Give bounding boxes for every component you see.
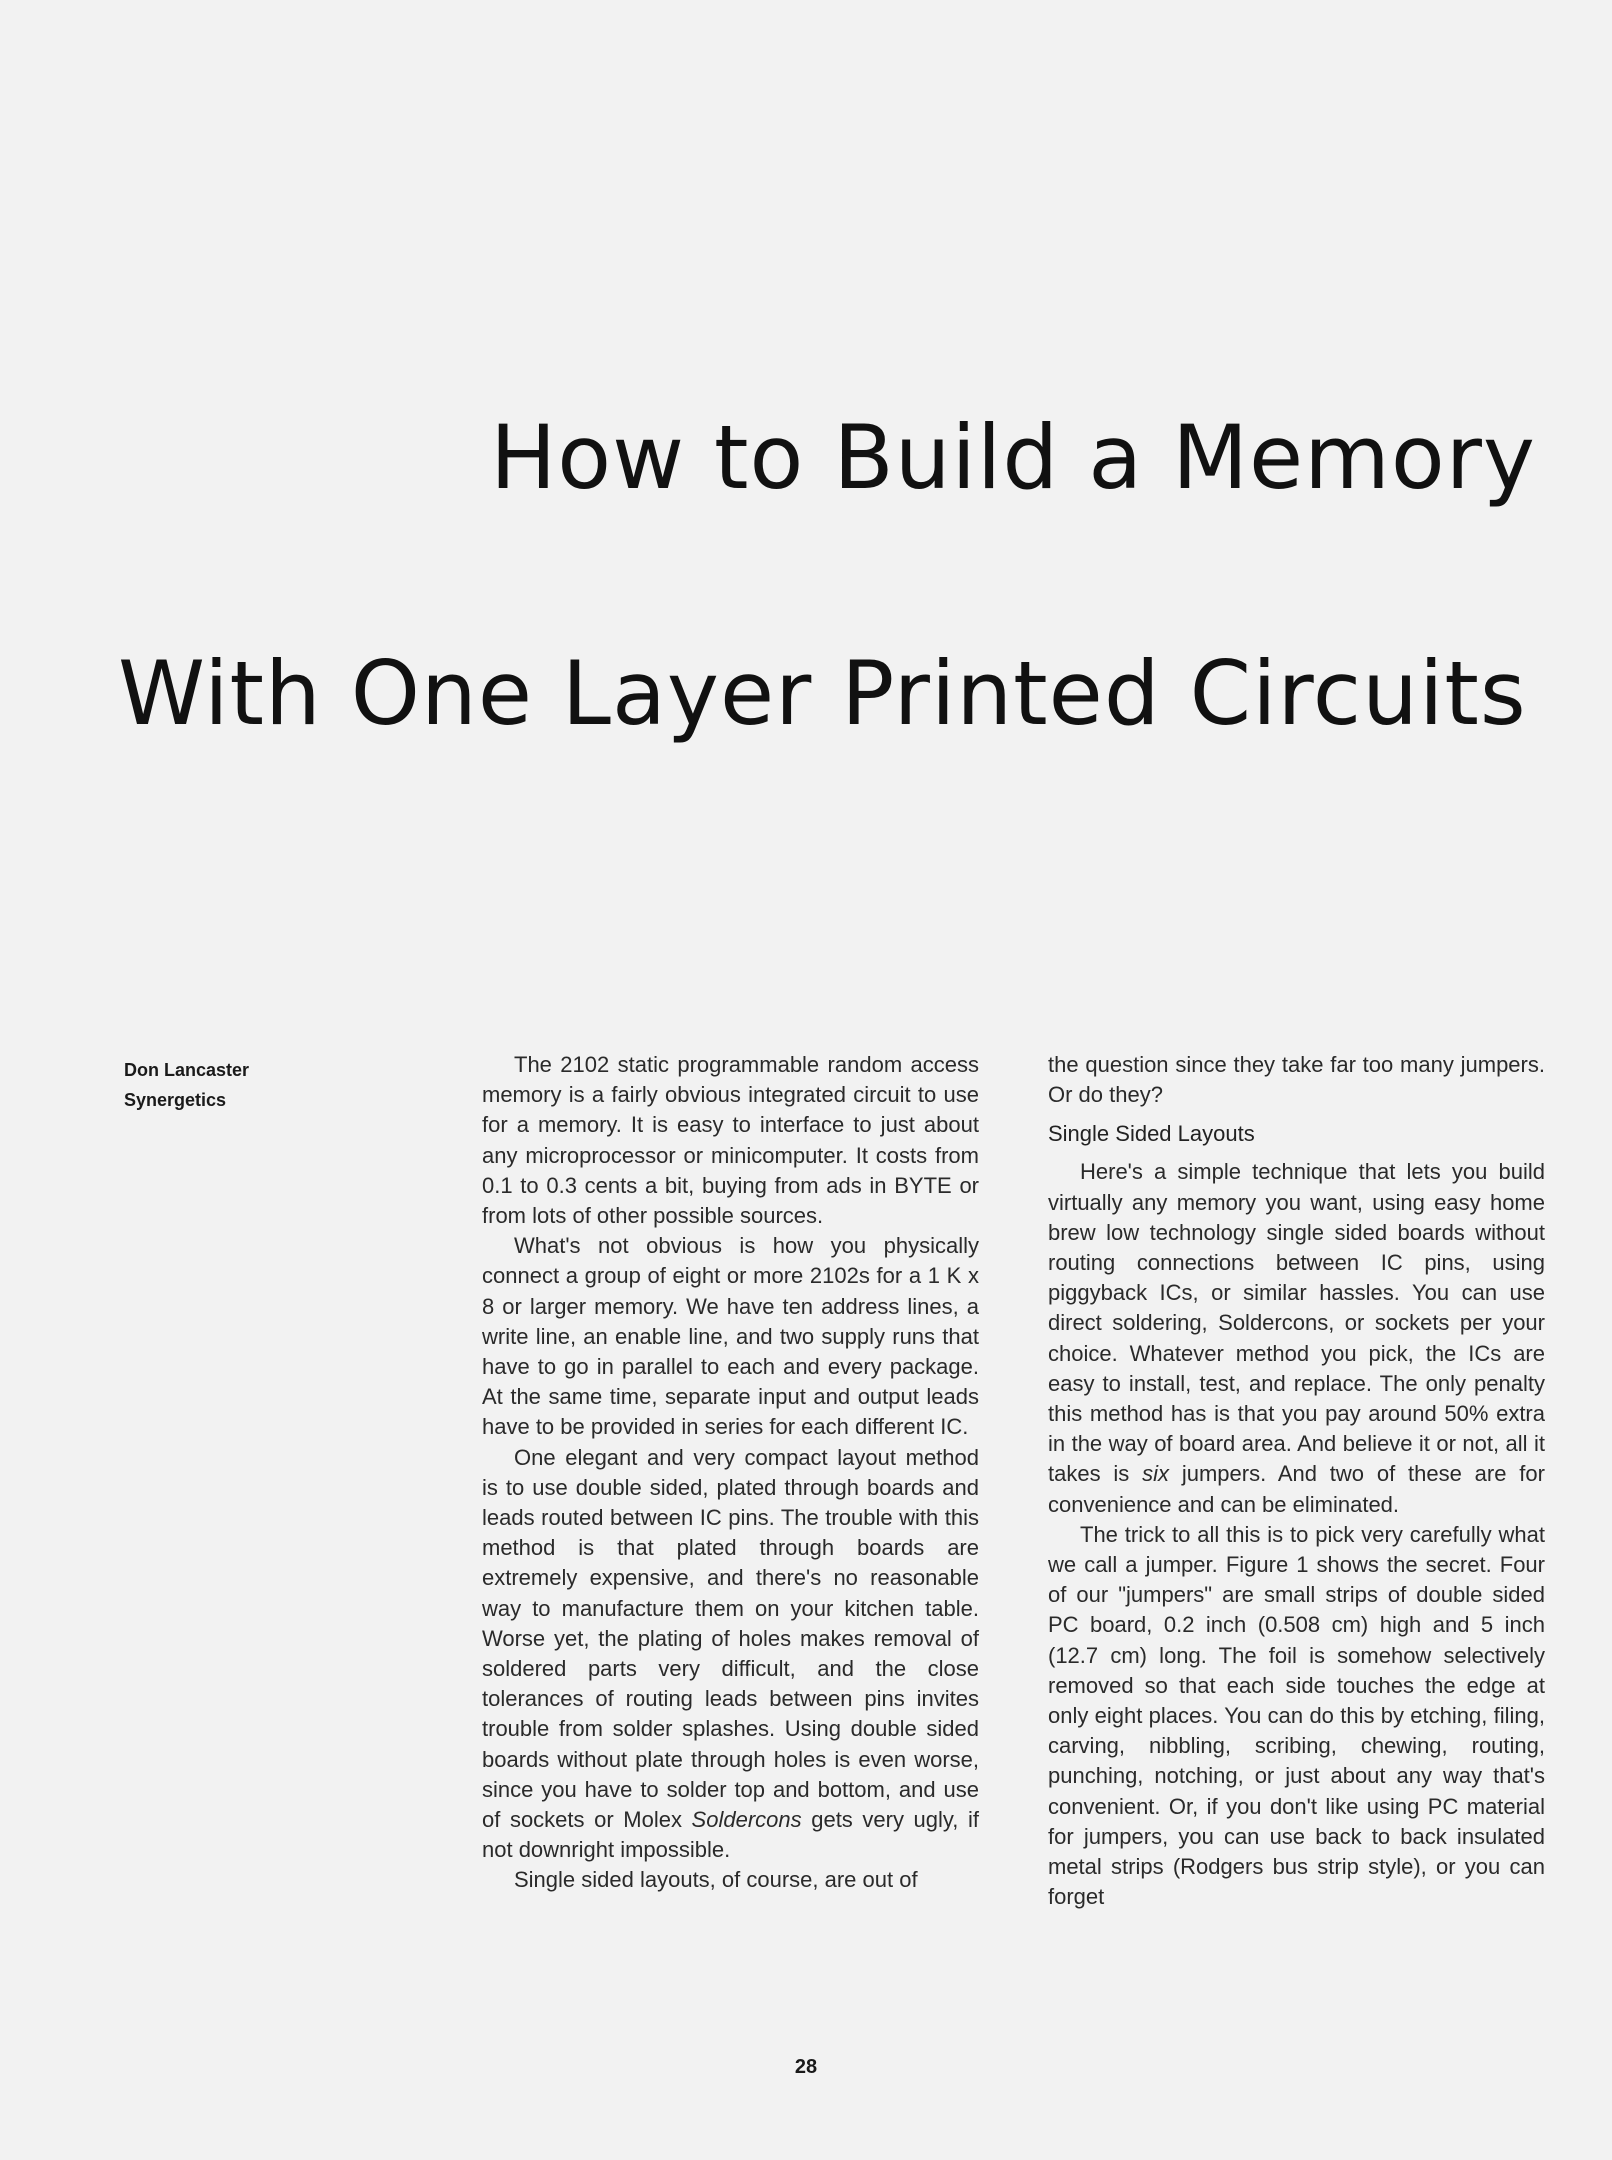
paragraph-text: Here's a simple technique that lets you build virtually any memory you want, using easy home brew low technology single sided boards without routing connections between IC pins, using piggyback ICs, or similar hassles. You can use direct soldering, Soldercons, or sockets per your choice. Whatever method you pick, the ICs are easy to install, test, and replace. The only penalty this method has is that you pay around 50% extra in the way of board area. And believe it or not, all it takes is [1048, 1159, 1545, 1487]
italic-term: Soldercons [691, 1807, 802, 1833]
paragraph [1048, 1157, 1545, 1519]
title-line-2: With One Layer Printed Circuits [118, 642, 1527, 745]
paragraph-continuation: the question since they take far too many jumpers. Or do they? [1048, 1052, 1545, 1108]
paragraph [482, 1443, 979, 1866]
author-block [124, 1055, 249, 1115]
author-name: Don Lancaster [124, 1060, 250, 1080]
body-column-1 [482, 1050, 979, 1896]
title-line-1: How to Build a Memory [490, 406, 1536, 509]
paragraph-text: jumpers. And two of these are for convenience and can be eliminated. [1048, 1461, 1545, 1517]
paragraph: Single sided layouts, of course, are out of [514, 1867, 918, 1893]
paragraph: What's not obvious is how you physically connect a group of eight or more 2102s for a 1 K x 8 or larger memory. We have ten address lines, a write line, an enable line, and two supply runs that have to go in parallel to each and every package. At the same time, separate input and output leads have to be provided in series for each different IC. [482, 1233, 979, 1440]
body-column-2 [1048, 1050, 1545, 1912]
paragraph-text: One elegant and very compact layout method is to use double sided, plated through boards and leads routed between IC pins. The trouble with this method is that plated through boards are extremely expensive, and there's no reasonable way to manufacture them on your kitchen table. Worse yet, the plating of holes makes removal of soldered parts very difficult, and the close tolerances of routing leads between pins invites trouble from solder splashes. Using double sided boards without plate through holes is even worse, since you have to solder top and bottom, and use of sockets or Molex [482, 1444, 979, 1833]
page-number: 28 [794, 2056, 818, 2078]
section-heading: Single Sided Layouts [1048, 1121, 1255, 1147]
paragraph: The trick to all this is to pick very carefully what we call a jumper. Figure 1 shows the secret. Four of our "jumpers" are small strips of double sided PC board, 0.2 inch (0.508 cm) high and 5 inch (12.7 cm) long. The foil is somehow selectively removed so that each side touches the edge at only eight places. You can do this by etching, filing, carving, nibbling, scribing, chewing, routing, punching, notching, or just about any way that's convenient. Or, if you don't like using PC material for jumpers, you can use back to back insulated metal strips (Rodgers bus strip style), or you can forget [1048, 1521, 1545, 1910]
paragraph: The 2102 static programmable random access memory is a fairly obvious integrated circuit to use for a memory. It is easy to interface to just about any microprocessor or minicomputer. It costs from 0.1 to 0.3 cents a bit, buying from ads in BYTE or from lots of other possible sources. [482, 1052, 979, 1229]
paragraph-text: gets very ugly, if not downright impossible. [482, 1807, 979, 1863]
author-affiliation: Synergetics [124, 1090, 227, 1110]
italic-term: six [1142, 1461, 1170, 1487]
